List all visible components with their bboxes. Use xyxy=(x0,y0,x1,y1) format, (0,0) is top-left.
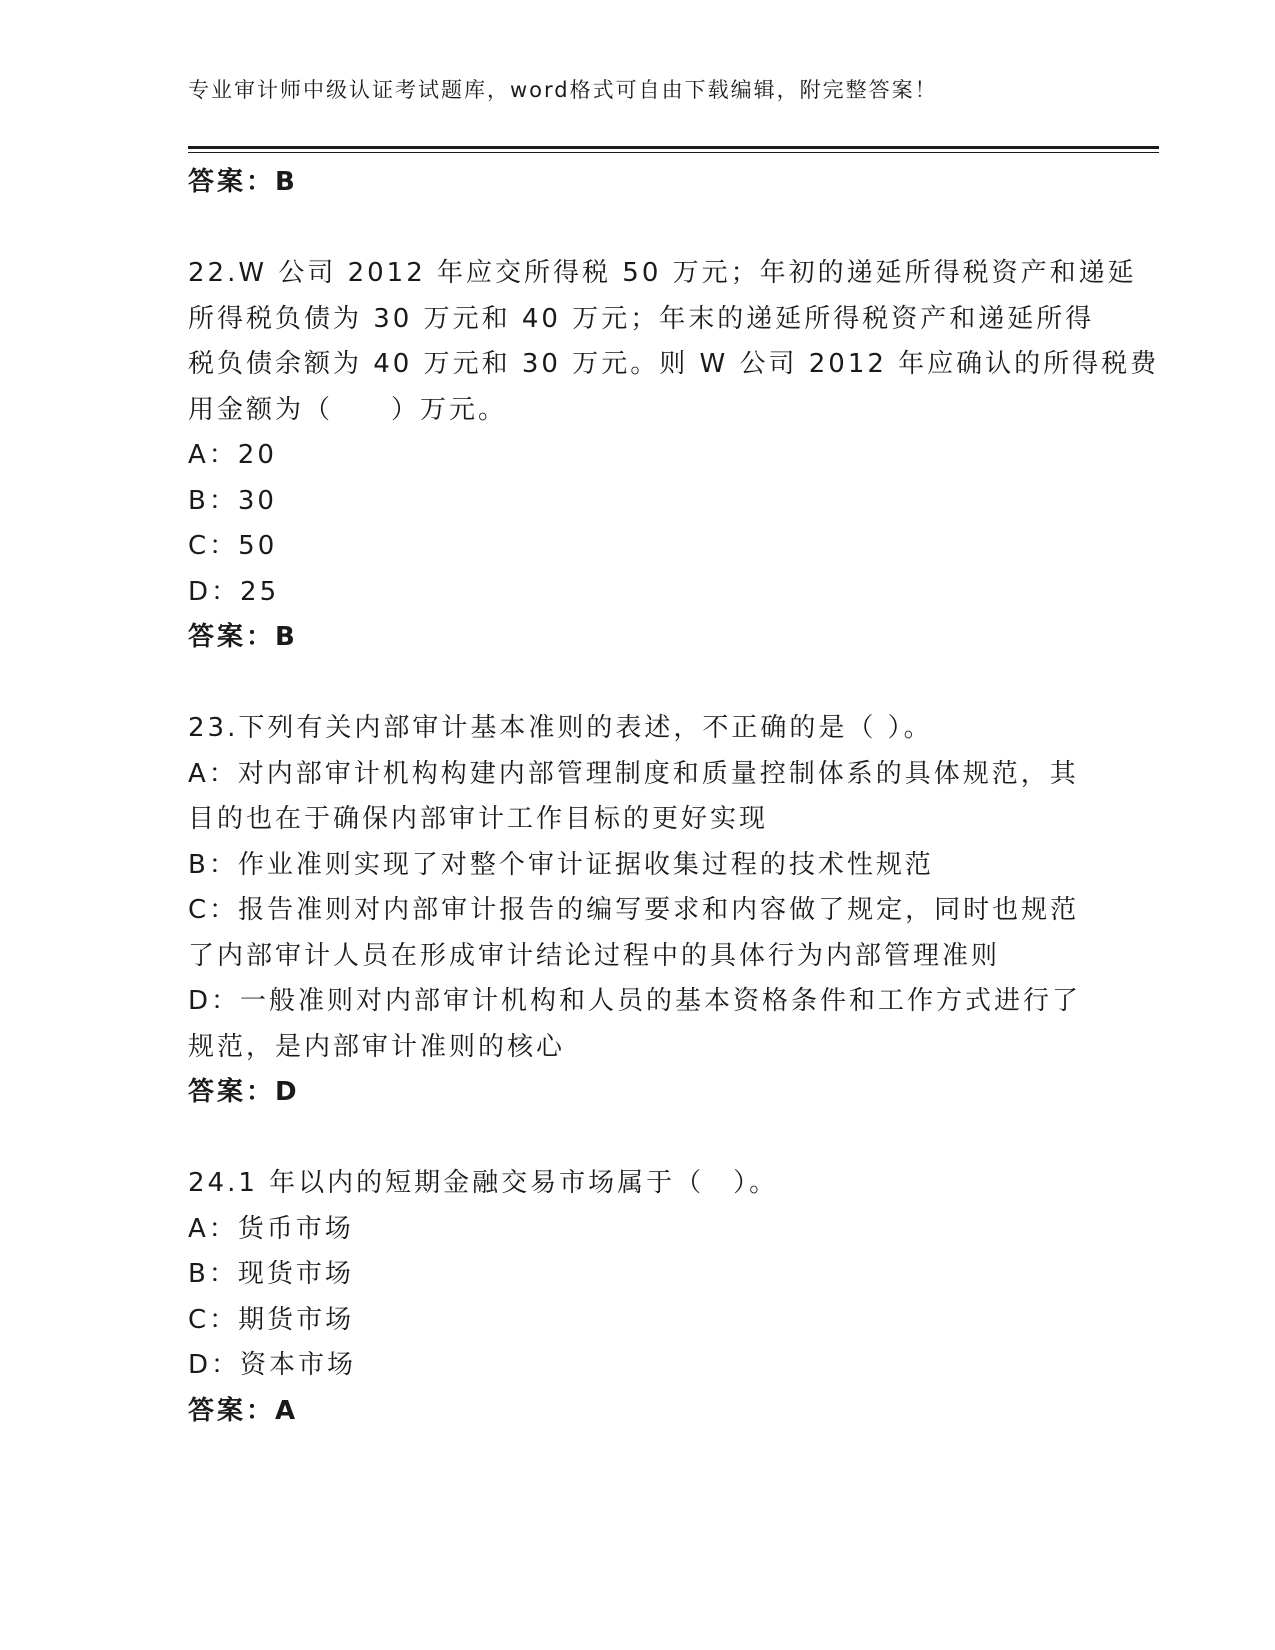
question-stem-line: 税负债余额为 40 万元和 30 万元。则 W 公司 2012 年应确认的所得税费 xyxy=(188,349,1160,379)
option-a: A：货币市场 xyxy=(188,1213,354,1244)
question-23 xyxy=(188,706,1082,1116)
answer-line: 答案：A xyxy=(188,1395,299,1426)
spacer xyxy=(188,206,1078,252)
option-c: C：50 xyxy=(188,531,278,561)
option-line: 目的也在于确保内部审计工作目标的更好实现 xyxy=(188,804,769,834)
option-d: D：25 xyxy=(188,576,280,607)
question-22 xyxy=(188,251,1160,661)
question-stem-line: 24.1 年以内的短期金融交易市场属于（ ）。 xyxy=(188,1168,779,1198)
spacer xyxy=(188,661,1078,707)
option-line: 规范，是内部审计准则的核心 xyxy=(188,1031,566,1062)
answer-line: 答案：B xyxy=(188,622,298,652)
question-stem-line: 22.W 公司 2012 年应交所得税 50 万元；年初的递延所得税资产和递延 xyxy=(188,258,1137,288)
question-stem-line: 23.下列有关内部审计基本准则的表述，不正确的是（ ）。 xyxy=(188,713,933,743)
option-line: B：作业准则实现了对整个审计证据收集过程的技术性规范 xyxy=(188,849,934,880)
header-rule-thick xyxy=(188,146,1159,149)
question-24 xyxy=(188,1161,1078,1434)
prev-answer: 答案：B xyxy=(188,167,298,197)
option-line: C：报告准则对内部审计报告的编写要求和内容做了规定，同时也规范 xyxy=(188,895,1080,925)
option-c: C：期货市场 xyxy=(188,1304,355,1335)
page-header: 专业审计师中级认证考试题库，word格式可自由下载编辑，附完整答案！ xyxy=(188,78,938,102)
option-line: A：对内部审计机构构建内部管理制度和质量控制体系的具体规范，其 xyxy=(188,758,1079,789)
option-b: B：30 xyxy=(188,485,277,516)
option-d: D：资本市场 xyxy=(188,1350,357,1380)
option-a: A：20 xyxy=(188,440,277,470)
header-rule-thin xyxy=(188,152,1159,153)
option-line: D：一般准则对内部审计机构和人员的基本资格条件和工作方式进行了 xyxy=(188,986,1082,1016)
option-line: 了内部审计人员在形成审计结论过程中的具体行为内部管理准则 xyxy=(188,940,1001,971)
question-list xyxy=(188,160,1160,1434)
question-stem-line: 用金额为（ ）万元。 xyxy=(188,394,508,425)
question-stem-line: 所得税负债为 30 万元和 40 万元；年末的递延所得税资产和递延所得 xyxy=(188,303,1095,334)
option-b: B：现货市场 xyxy=(188,1259,354,1289)
spacer xyxy=(188,1116,1078,1162)
answer-line: 答案：D xyxy=(188,1077,300,1107)
